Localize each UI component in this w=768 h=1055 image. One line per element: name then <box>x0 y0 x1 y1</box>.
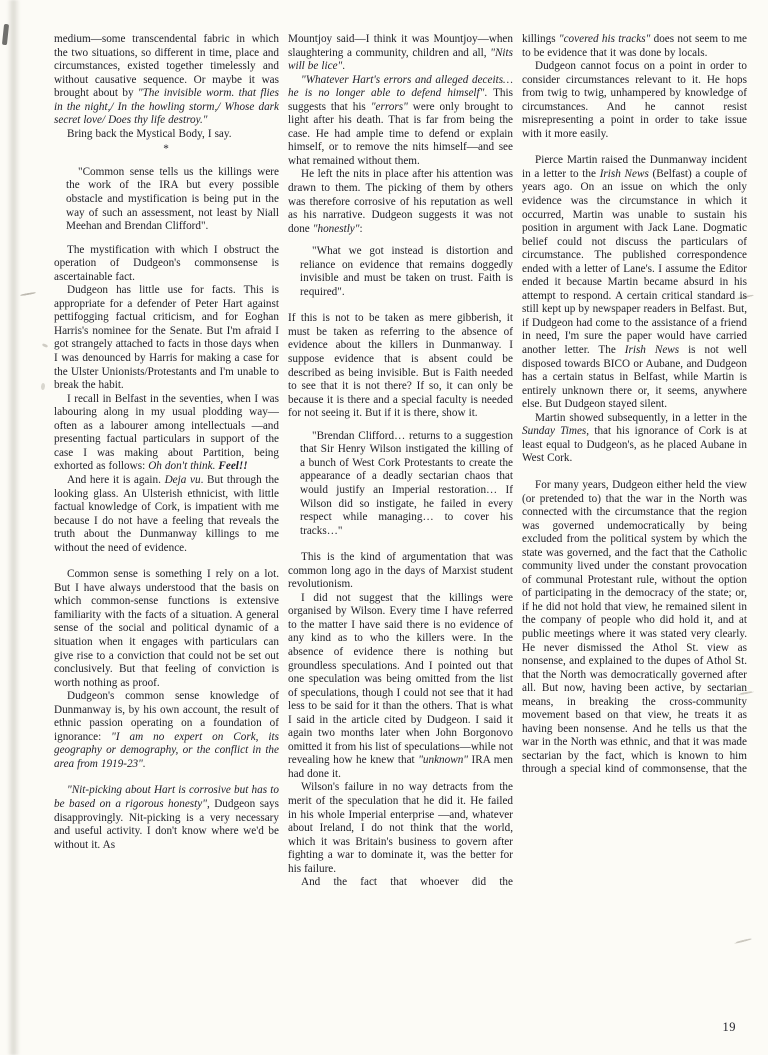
paragraph: For many years, Dudgeon either held the view (or pretended to) that the war in the North was connected with the circumstance that the region was governed undemocratically by being excluded from the political system by which the state was governed, and the fact that the Catholic community lived under the constant provocation of communal Protestant rule, without the option of participating in the democracy of the state; or, if he did not hold that view, he remained silent in the company of people who did hold it, and at public meetings where it was stated very clearly. He never dismissed the Athol St. view as nonsense, and explained to the dupes of Athol St. that the North was democratically governed after all. But now, having been active, by sectarian means, in breaking the cross-community movement based on that view, he treats it as having been nonsense. And he tells us that the war in the North was ethnic, and that it was made sectarian by the fact, which is known to him through a special kind of commonsense, that the <box>522 478 747 776</box>
block-quote: "Brendan Clifford… returns to a suggestion that Sir Henry Wilson instigated the killing of a bunch of West Cork Protestants to create the appearance of a deadly sectarian chaos that would justify an Imperial restoration… If Wilson did so instigate, he failed in every respect while managing… to cover his tracks…" <box>300 429 513 537</box>
paragraph: Pierce Martin raised the Dunmanway incident in a letter to the Irish News (Belfast) a couple of years ago. On an issue on which the only evidence was the circumstance in which it occurred, Martin was unable to sustain his position in argument with Jack Lane. Dogmatic belief could not discuss the particulars of circumstance. The published correspondence ended with a letter of Lane's. I assume the Editor ended it because Martin became absurd in his attempt to respond. A certain critical standard is still kept up by newspaper readers in Belfast. But, if Dudgeon had come to the assistance of a friend in need, I'm sure the paper would have carried another letter. The Irish News is not well disposed towards BICO or Aubane, and Dudgeon has a certain status in Belfast, while Martin is entirely unknown there or, it seems, anywhere else. But Dudgeon stayed silent. <box>522 154 747 411</box>
paragraph: The mystification with which I obstruct the operation of Dudgeon's commonsense is ascertainable fact. <box>54 243 279 283</box>
paragraph: Dudgeon's common sense knowledge of Dunmanway is, by his own account, the result of ethnic passion operating on a foundation of ignorance: "I am no expert on Cork, its geography or demography, or the conflict in the area from 1919-23". <box>54 690 279 770</box>
paragraph: Bring back the Mystical Body, I say. <box>67 127 232 140</box>
paragraph: This is the kind of argumentation that was common long ago in the days of Marxist student revolutionism. <box>288 551 513 591</box>
paragraph: I recall in Belfast in the seventies, when I was labouring along in my usual plodding way—often as a labourer among intellectuals —and presenting factual particulars in support of the case I was making about Partition, being exhorted as follows: Oh don't think. Feel!! <box>54 392 279 473</box>
paragraph: Dudgeon has little use for facts. This is appropriate for a defender of Peter Hart against pettifogging factual criticism, and for Eoghan Harris's nominee for the Senate. But I'm afraid I got strangely attached to facts in those days when I was denounced by Harris for making a case for the Ulster Unionists/Protestants and I'm unable to break the habit. <box>54 284 279 392</box>
section-separator: * <box>163 143 170 156</box>
paragraph: killings "covered his tracks" does not seem to me to be evidence that it was done by locals. <box>522 33 748 59</box>
block-quote: "What we got instead is distortion and reliance on evidence that remains doggedly invisible and must be taken on trust. Faith is required". <box>300 245 513 298</box>
scan-artifact-margin-squiggle <box>20 292 36 297</box>
article-body <box>54 33 747 890</box>
scan-edge-shadow <box>7 0 20 1055</box>
scan-artifact-margin-dash <box>41 383 46 390</box>
paragraph: Mountjoy said—I think it was Mountjoy—when slaughtering a community, children and all, "Nits will be lice". <box>288 33 513 73</box>
paragraph: medium—some transcendental fabric in which the two situations, so different in time, place and circumstances, existed together timelessly and without causative sequence. Or maybe it was brought about by "The invisible worm. that flies in the night,/ In the howling storm,/ Whose dark secret love/ Does thy life destroy." <box>54 33 279 127</box>
block-quote: "Common sense tells us the killings were the work of the IRA but every possible obstacle and mystification is being put in the way of such an assessment, not least by Niall Meehan and Brendan Clifford". <box>66 165 279 233</box>
paragraph: And the fact that whoever did the <box>301 876 513 889</box>
paragraph: Common sense is something I rely on a lot. But I have always understood that the basis on which common-sense functions is extensive familiarity with the facts of a situation. A general sense of the social and political dynamic of a situation when it engages with particulars can give rise to a conviction that could not be set out conclusively. But that feeling of conviction is worth nothing as proof. <box>54 568 279 689</box>
scan-artifact-margin-dot <box>42 343 49 348</box>
paragraph: He left the nits in place after his attention was drawn to them. The picking of them by others was therefore corrosive of his reputation as well as his narrative. Dudgeon suggests it was not done "honestly": <box>288 168 513 235</box>
paragraph: "Nit-picking about Hart is corrosive but has to be based on a rigorous honesty", Dudgeon says disapprovingly. Nit-picking is a very necessary and useful activity. I don't know where we'd be without it. As <box>54 784 280 851</box>
paragraph: And here it is again. Deja vu. But through the looking glass. An Ulsterish ethnicist, with little factual knowledge of Cork, is impatient with me because I do not have a feeling that reveals the truth about the Dunmanway killings to me without the need of evidence. <box>54 473 280 554</box>
text-column-3 <box>522 33 747 890</box>
paragraph: If this is not to be taken as mere gibberish, it must be taken as referring to the absence of evidence about the killers in Dunmanway. I suppose evidence that is absent could be described as being invisible. But is Faith needed to see that it is not there? If so, it can only be because it is there and a special faculty is needed for not seeing it. But if it is there, show it. <box>288 312 513 420</box>
paragraph: Wilson's failure in no way detracts from the merit of the speculation that he did it. He failed in his whole Imperial enterprise —and, whatever about Ireland, I do not think that the world, which it was Britain's business to govern after fighting a war to dominate it, was the better for his failure. <box>288 781 513 875</box>
text-column-2 <box>288 33 513 890</box>
paragraph: I did not suggest that the killings were organised by Wilson. Every time I have referred to the matter I have said there is no evidence of any kind as to who the killers were. In the absence of evidence there is nothing but groundless speculations. And I pointed out that one speculation was being omitted from the list of speculations, though I could not see that it had less to be said for it than the others. That is what I said in the article cited by Dudgeon. I said it again two months later when John Borgonovo omitted it from his list of speculations—while not revealing how he knew that "unknown" IRA men had done it. <box>288 591 514 780</box>
scan-artifact-corner <box>2 24 9 45</box>
text-column-1 <box>54 33 279 890</box>
paragraph: Dudgeon cannot focus on a point in order to consider circumstances relevant to it. He hops from twig to twig, unhampered by knowledge of circumstances. And he cannot resist misrepresenting a point in order to take issue with it more easily. <box>522 60 747 140</box>
scan-artifact-right-margin <box>734 938 752 944</box>
page-number: 19 <box>722 1020 736 1034</box>
paragraph: "Whatever Hart's errors and alleged deceits… he is no longer able to defend himself". This suggests that his "errors" were only brought to light after his death. That is far from being the case. He had ample time to defend or explain himself, or to remove the nits himself—and see what remained without them. <box>288 73 513 167</box>
paragraph: Martin showed subsequently, in a letter in the Sunday Times, that his ignorance of Cork is at least equal to Dudgeon's, as he placed Aubane in West Cork. <box>522 411 747 465</box>
